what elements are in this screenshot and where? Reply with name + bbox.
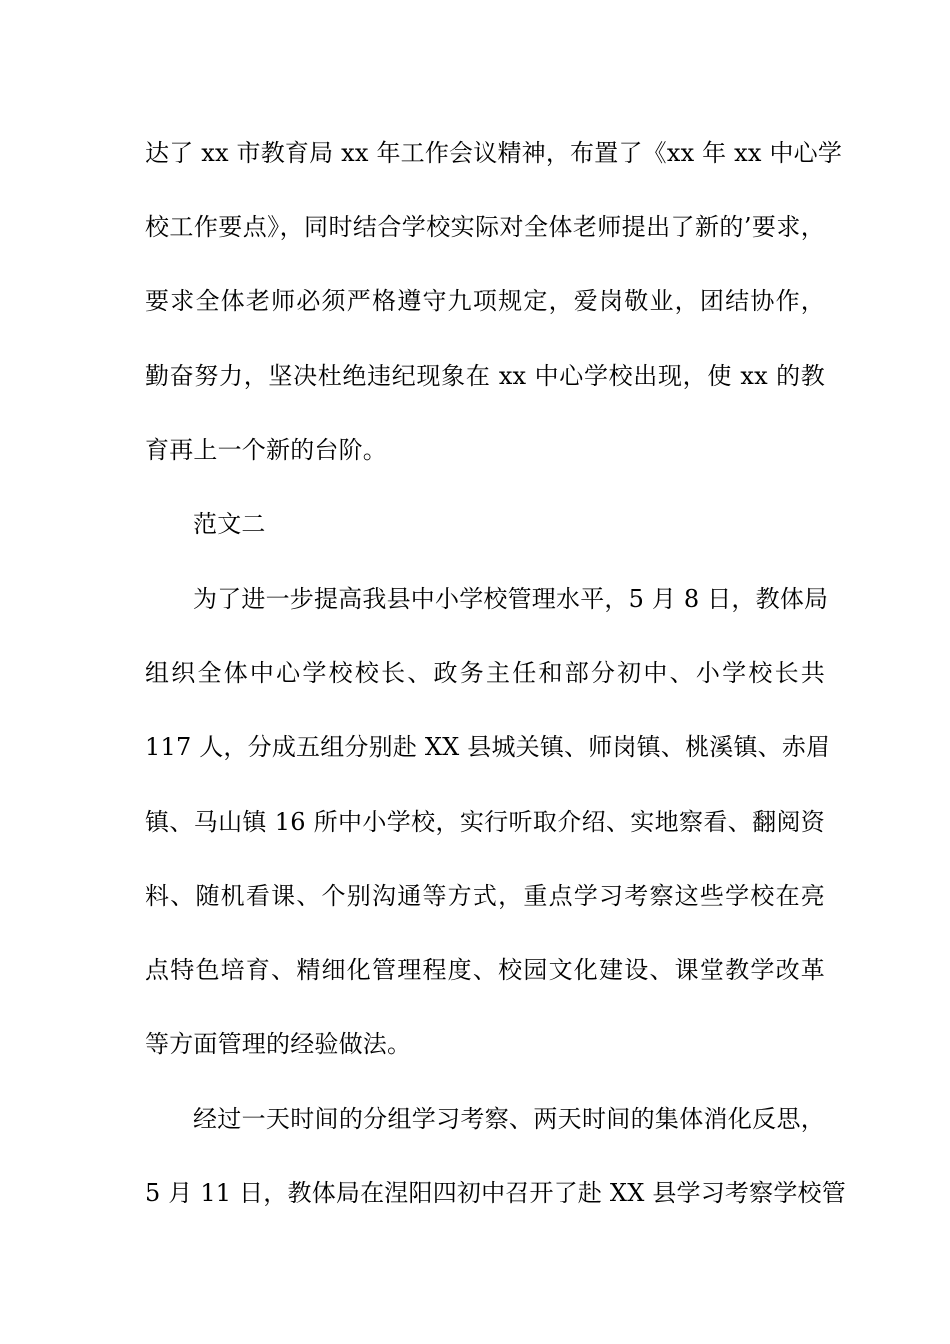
paragraph-1-line-1: 达了 xx 市教育局 xx 年工作会议精神，布置了《xx 年 xx 中心学 <box>145 139 843 167</box>
paragraph-2-line-1: 为了进一步提高我县中小学校管理水平，5 月 8 日，教体局 <box>193 585 829 613</box>
paragraph-2-line-7: 等方面管理的经验做法。 <box>145 1030 412 1058</box>
paragraph-1-line-4: 勤奋努力，坚决杜绝违纪现象在 xx 中心学校出现，使 xx 的教 <box>145 362 825 390</box>
paragraph-1-line-5: 育再上一个新的台阶。 <box>145 436 387 464</box>
section-heading: 范文二 <box>193 510 266 538</box>
paragraph-2-line-3: 117 人，分成五组分别赴 XX 县城关镇、师岗镇、桃溪镇、赤眉 <box>145 733 831 761</box>
paragraph-2-line-5: 料、随机看课、个别沟通等方式，重点学习考察这些学校在亮 <box>145 882 825 910</box>
paragraph-2-line-6: 点特色培育、精细化管理程度、校园文化建设、课堂教学改革 <box>145 956 825 984</box>
paragraph-2-line-4: 镇、马山镇 16 所中小学校，实行听取介绍、实地察看、翻阅资 <box>145 808 825 836</box>
paragraph-1-line-3: 要求全体老师必须严格遵守九项规定，爱岗敬业，团结协作， <box>145 287 825 315</box>
paragraph-3-line-2: 5 月 11 日，教体局在涅阳四初中召开了赴 XX 县学习考察学校管 <box>145 1179 846 1207</box>
paragraph-3-line-1: 经过一天时间的分组学习考察、两天时间的集体消化反思， <box>193 1105 825 1133</box>
paragraph-1-line-2: 校工作要点》，同时结合学校实际对全体老师提出了新的’要求， <box>145 213 825 241</box>
paragraph-2-line-2: 组织全体中心学校校长、政务主任和部分初中、小学校长共 <box>145 659 825 687</box>
